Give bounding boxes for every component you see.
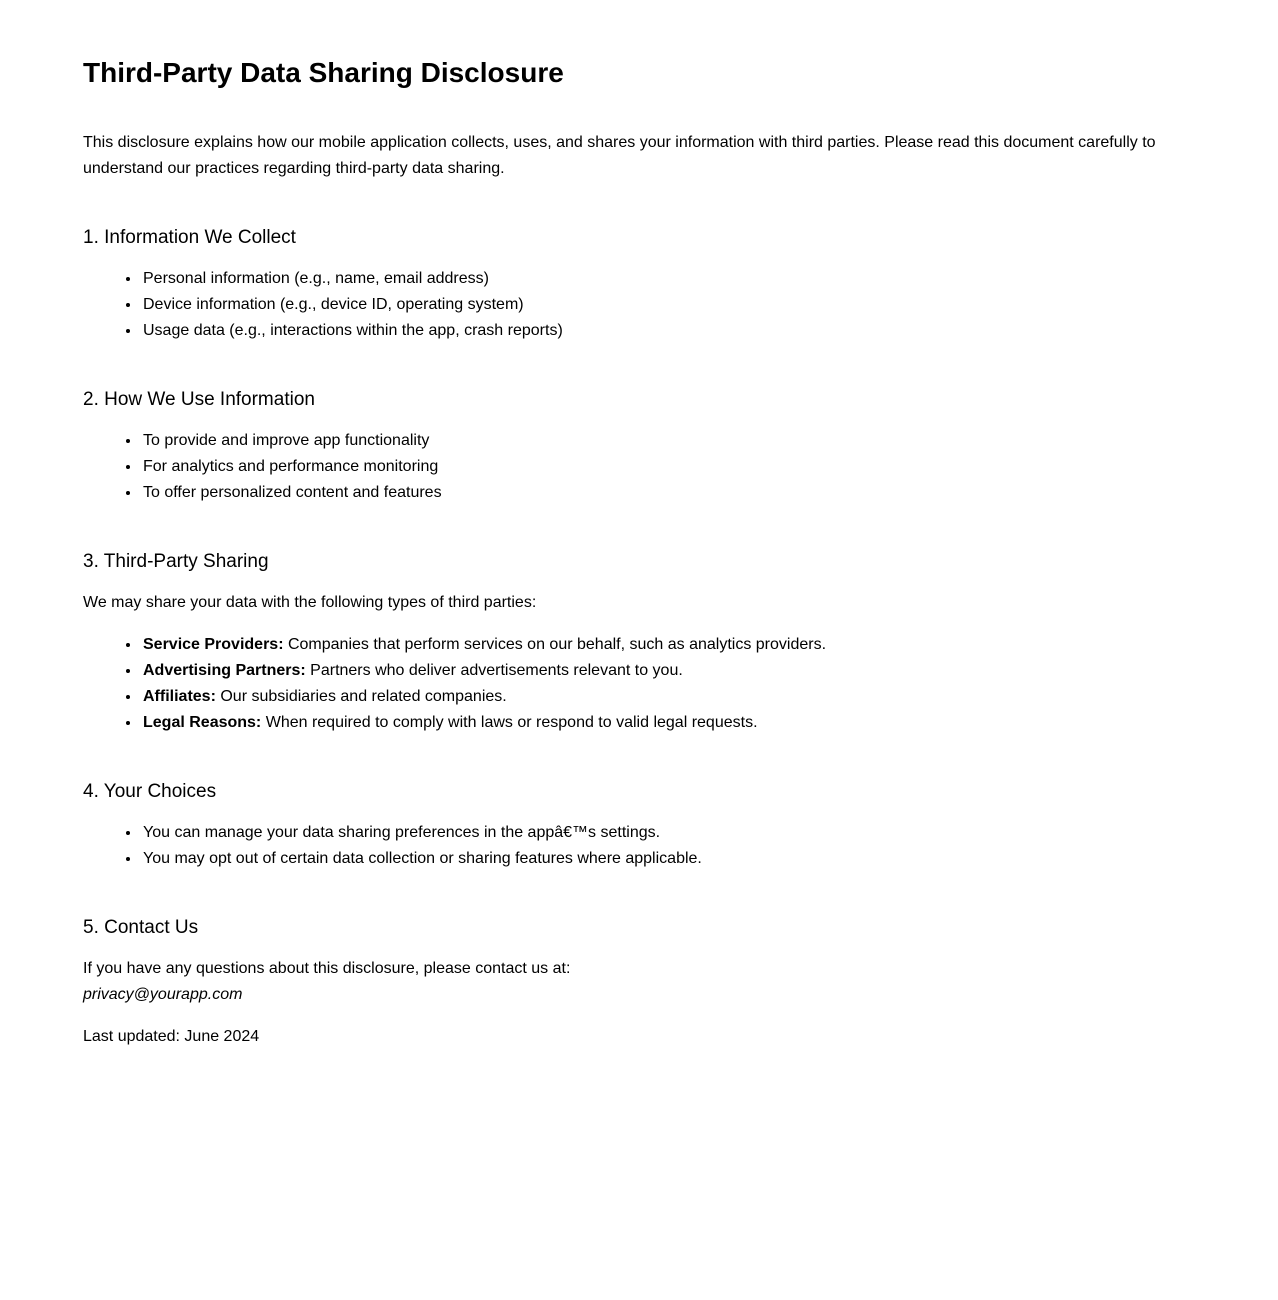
- list-item: [141, 658, 1195, 684]
- section-heading-contact-us: 5. Contact Us: [83, 917, 199, 938]
- list-item-term: Affiliates:: [143, 688, 216, 705]
- list-item: • You can manage your data sharing preferences in the appâ€™s settings.: [141, 820, 1195, 846]
- list-item-description: Companies that perform services on our behalf, such as analytics providers.: [283, 636, 827, 653]
- list-item: • For analytics and performance monitoring: [141, 454, 1195, 480]
- section-heading-how-we-use-information: 2. How We Use Information: [83, 389, 315, 410]
- page-title: Third-Party Data Sharing Disclosure: [83, 57, 564, 88]
- section-heading-third-party-sharing: 3. Third-Party Sharing: [83, 551, 269, 572]
- list-item: • To offer personalized content and features: [141, 480, 1195, 506]
- list-item: [141, 632, 1195, 658]
- list-item: [141, 684, 1195, 710]
- list-item: • Personal information (e.g., name, email address): [141, 266, 1195, 292]
- list-item: • You may opt out of certain data collection or sharing features where applicable.: [141, 846, 1195, 872]
- list-item-term: Service Providers:: [143, 636, 284, 653]
- list-item-description: Our subsidiaries and related companies.: [215, 688, 507, 705]
- list-item-description: Partners who deliver advertisements relevant to you.: [305, 662, 683, 679]
- list-item: [141, 710, 1195, 736]
- list-item: • Device information (e.g., device ID, operating system): [141, 292, 1195, 318]
- list-item-term: Legal Reasons:: [143, 714, 262, 731]
- contact-line: If you have any questions about this disclosure, please contact us at:: [83, 960, 571, 977]
- third-party-sharing-list: [83, 632, 1195, 736]
- contact-paragraph: [83, 956, 1195, 1008]
- last-updated-text: Last updated: June 2024: [83, 1028, 260, 1045]
- your-choices-list: [83, 820, 1195, 872]
- list-item-term: Advertising Partners:: [143, 662, 306, 679]
- intro-paragraph: This disclosure explains how our mobile application collects, uses, and shares your information with third parties. Please read this document carefully to understand our practices regarding third-party data sharing.: [83, 134, 1156, 177]
- contact-email: privacy@yourapp.com: [83, 986, 243, 1003]
- list-item: • Usage data (e.g., interactions within the app, crash reports): [141, 318, 1195, 344]
- list-item-description: When required to comply with laws or respond to valid legal requests.: [261, 714, 758, 731]
- section-heading-your-choices: 4. Your Choices: [83, 781, 217, 802]
- third-party-sharing-lead: We may share your data with the following types of third parties:: [83, 594, 537, 611]
- section-heading-information-we-collect: 1. Information We Collect: [83, 227, 296, 248]
- list-item: • To provide and improve app functionality: [141, 428, 1195, 454]
- information-we-collect-list: [83, 266, 1195, 344]
- how-we-use-information-list: [83, 428, 1195, 506]
